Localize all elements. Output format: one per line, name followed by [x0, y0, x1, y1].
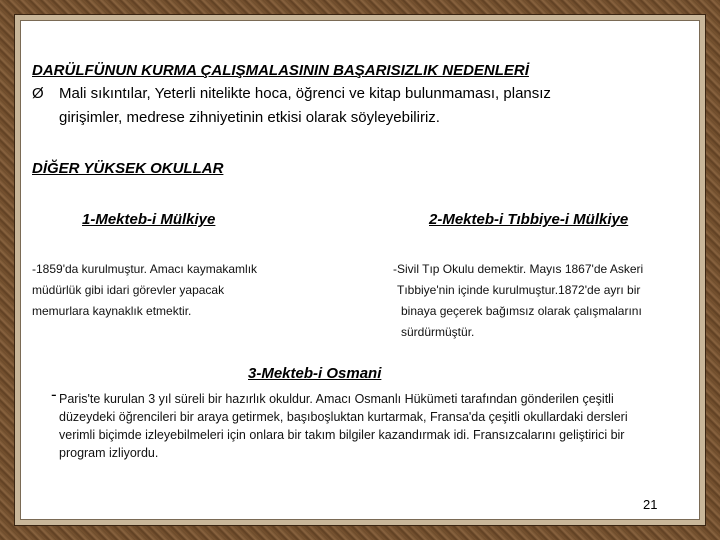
school1-line-1: -1859'da kurulmuştur. Amacı kaymakamlık [32, 262, 258, 276]
school2-line-1: -Sivil Tıp Okulu demektir. Mayıs 1867'de Askeri [393, 262, 644, 276]
school2-line-2: Tıbbiye'nin içinde kurulmuştur.1872'de ayrı bir [397, 283, 641, 297]
school3-line-3: verimli biçimde izleyebilmeleri için onlara bir takım bilgiler kazandırmak idi. Fransızcalarını geliştirici bir [59, 428, 625, 442]
school3-dash: - [51, 385, 57, 404]
school1-line-3: memurlara kaynaklık etmektir. [32, 304, 192, 318]
school2-line-3: binaya geçerek bağımsız olarak çalışmalarını [401, 304, 642, 318]
bullet-text-line-1: Mali sıkıntılar, Yeterli nitelikte hoca, öğrenci ve kitap bulunmaması, plansız [59, 85, 551, 102]
school3-title: 3-Mekteb-i Osmani [248, 365, 382, 382]
school1-line-2: müdürlük gibi idari görevler yapacak [32, 283, 225, 297]
school1-title: 1-Mekteb-i Mülkiye [82, 211, 216, 228]
page-number: 21 [643, 497, 658, 512]
school2-line-4: sürdürmüştür. [401, 325, 475, 339]
school3-line-1: Paris'te kurulan 3 yıl süreli bir hazırlık okuldur. Amacı Osmanlı Hükümeti tarafından gönderilen çeşitli [59, 392, 614, 406]
bullet-arrow-icon: Ø [32, 85, 44, 102]
section-title-failure-reasons: DARÜLFÜNUN KURMA ÇALIŞMALASININ BAŞARISIZLIK NEDENLERİ [32, 62, 529, 79]
bullet-text-line-2: girişimler, medrese zihniyetinin etkisi olarak söyleyebiliriz. [59, 109, 440, 126]
slide-page [20, 20, 700, 520]
section-title-other-schools: DİĞER YÜKSEK OKULLAR [32, 160, 224, 177]
school2-title: 2-Mekteb-i Tıbbiye-i Mülkiye [429, 211, 629, 228]
school3-line-4: program izliyordu. [59, 446, 159, 460]
school3-line-2: düzeydeki öğrencileri bir araya getirmek, başıboşluktan kurtarmak, Fransa'da çeşitli okullardaki dersleri [59, 410, 628, 424]
